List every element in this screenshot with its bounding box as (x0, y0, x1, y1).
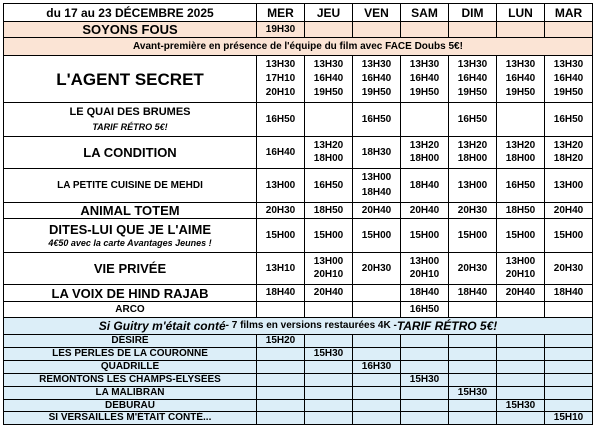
showtime-cell (304, 136, 353, 169)
showtime-cell (400, 102, 449, 137)
showtime-cell (544, 21, 593, 38)
film-title-cell (3, 252, 257, 285)
retro-banner (3, 317, 593, 335)
retro-banner-title: Si Guitry m'était conté (98, 319, 226, 333)
retro-showtime-cell (400, 386, 449, 400)
retro-showtime-cell (496, 386, 545, 400)
retro-showtime-cell (352, 360, 401, 374)
retro-showtime-cell (544, 386, 593, 400)
showtime: 15H30 (505, 399, 536, 411)
showtime: 16H50 (313, 179, 344, 191)
avant-premiere-banner (3, 37, 593, 56)
showtime: 16H40 (409, 73, 440, 84)
showtime-cell (256, 21, 305, 38)
showtime: 20H30 (457, 262, 488, 274)
retro-showtime-cell (544, 334, 593, 348)
day-header-ven (352, 3, 401, 22)
showtime-cell (352, 301, 401, 318)
showtime: 17H10 (265, 73, 296, 84)
film-title-cell (3, 21, 257, 38)
showtime: 18H00 (457, 153, 488, 165)
showtime-cell (400, 202, 449, 219)
showtime: 18H00 (505, 153, 536, 165)
retro-showtime-cell (256, 411, 305, 425)
retro-showtime-cell (400, 347, 449, 361)
showtime: 20H40 (505, 287, 536, 298)
showtime-cell (304, 218, 353, 253)
retro-showtime-cell (304, 347, 353, 361)
retro-showtime-cell (304, 334, 353, 348)
showtime-cell (448, 168, 497, 203)
film-title: LA PETITE CUISINE DE MEHDI (57, 179, 203, 191)
showtime: 15H00 (409, 229, 440, 241)
showtime-cell (496, 136, 545, 169)
retro-showtime-cell (352, 373, 401, 387)
retro-showtime-cell (544, 347, 593, 361)
showtime: 18H50 (313, 204, 344, 216)
showtime-cell (544, 202, 593, 219)
retro-showtime-cell (448, 334, 497, 348)
showtime: 20H30 (457, 204, 488, 216)
showtime: 15H00 (553, 229, 584, 241)
showtime-cell (400, 218, 449, 253)
showtime-cell (496, 21, 545, 38)
showtime: 15H00 (505, 229, 536, 241)
retro-film-title-cell (3, 373, 257, 387)
showtime: 13H30 (313, 59, 344, 70)
showtime: 16H50 (457, 113, 488, 125)
retro-showtime-cell (256, 386, 305, 400)
retro-showtime-cell (256, 373, 305, 387)
showtime: 19H50 (361, 87, 392, 98)
showtime: 13H00 (361, 172, 392, 184)
film-title: L'AGENT SECRET (56, 69, 204, 89)
showtime-cell (352, 218, 401, 253)
day-label: SAM (411, 5, 438, 20)
retro-showtime-cell (400, 360, 449, 374)
showtime-cell (544, 55, 593, 103)
retro-film-title: DÉSIRÉ (111, 335, 149, 346)
day-header-mer (256, 3, 305, 22)
retro-film-title: REMONTONS LES CHAMPS-ELYSÉES (39, 374, 221, 385)
showtime: 15H00 (313, 229, 344, 241)
retro-showtime-cell (496, 334, 545, 348)
day-label: VEN (364, 5, 389, 20)
retro-film-title: LA MALIBRAN (95, 387, 165, 398)
day-label: MER (267, 5, 294, 20)
showtime-cell (496, 168, 545, 203)
showtime: 20H10 (265, 87, 296, 98)
showtime-cell (496, 102, 545, 137)
retro-showtime-cell (256, 360, 305, 374)
showtime: 13H10 (265, 262, 296, 274)
showtime: 13H00 (505, 255, 536, 267)
showtime: 19H30 (265, 23, 296, 35)
showtime: 16H50 (409, 303, 440, 315)
retro-showtime-cell (352, 334, 401, 348)
retro-film-title: SI VERSAILLES M'ÉTAIT CONTÉ... (48, 412, 212, 423)
film-title-cell (3, 202, 257, 219)
showtime: 18H40 (265, 287, 296, 298)
showtime: 20H10 (409, 269, 440, 281)
film-title: SOYONS FOUS (82, 22, 178, 37)
showtime: 13H00 (313, 255, 344, 267)
retro-showtime-cell (256, 334, 305, 348)
showtime: 13H20 (409, 139, 440, 151)
retro-showtime-cell (304, 360, 353, 374)
showtime: 16H50 (265, 113, 296, 125)
showtime-cell (400, 168, 449, 203)
showtime: 13H30 (409, 59, 440, 70)
retro-film-title-cell (3, 334, 257, 348)
showtime-cell (544, 102, 593, 137)
retro-film-title-cell (3, 386, 257, 400)
showtime-cell (448, 21, 497, 38)
showtime-cell (400, 136, 449, 169)
day-label: MAR (554, 5, 583, 20)
retro-film-title-cell (3, 360, 257, 374)
showtime: 20H40 (409, 204, 440, 216)
showtime: 18H00 (313, 153, 344, 165)
film-title-cell (3, 136, 257, 169)
showtime-cell (304, 102, 353, 137)
film-title-cell (3, 301, 257, 318)
showtime-cell (352, 284, 401, 302)
showtime: 20H10 (313, 269, 344, 281)
showtime: 13H20 (505, 139, 536, 151)
showtime-cell (496, 202, 545, 219)
retro-film-title: LES PERLES DE LA COURONNE (52, 348, 208, 359)
showtime-cell (304, 168, 353, 203)
retro-film-title-cell (3, 347, 257, 361)
showtime-cell (304, 301, 353, 318)
showtime-cell (448, 301, 497, 318)
showtime-cell (544, 136, 593, 169)
showtime-cell (544, 168, 593, 203)
showtime: 20H30 (361, 262, 392, 274)
retro-showtime-cell (448, 360, 497, 374)
showtime: 15H00 (265, 229, 296, 241)
showtime-cell (304, 21, 353, 38)
showtime: 19H50 (313, 87, 344, 98)
film-title: LE QUAI DES BRUMES (69, 106, 191, 119)
showtime: 16H50 (505, 179, 536, 191)
retro-showtime-cell (304, 386, 353, 400)
showtime-cell (256, 252, 305, 285)
showtime: 20H10 (505, 269, 536, 281)
retro-showtime-cell (352, 386, 401, 400)
showtime: 18H20 (553, 153, 584, 165)
showtime-cell (256, 168, 305, 203)
retro-showtime-cell (400, 334, 449, 348)
showtime: 15H30 (409, 374, 440, 385)
showtime: 13H00 (553, 179, 584, 191)
retro-film-title: QUADRILLE (100, 361, 160, 372)
showtime-cell (256, 102, 305, 137)
showtime-cell (544, 252, 593, 285)
showtime: 20H40 (361, 204, 392, 216)
retro-banner-text: - 7 films en versions restaurées 4K - (225, 320, 397, 331)
retro-showtime-cell (400, 411, 449, 425)
showtime: 18H00 (409, 153, 440, 165)
showtime-cell (496, 218, 545, 253)
showtime: 18H30 (361, 146, 392, 158)
showtime-cell (448, 102, 497, 137)
film-note: 4€50 avec la carte Avantages Jeunes ! (48, 238, 212, 249)
retro-film-title-cell (3, 411, 257, 425)
showtime: 18H40 (361, 186, 392, 198)
showtime: 13H00 (265, 179, 296, 191)
showtime-cell (256, 202, 305, 219)
retro-showtime-cell (544, 411, 593, 425)
showtime: 19H50 (553, 87, 584, 98)
showtime: 13H30 (361, 59, 392, 70)
retro-showtime-cell (496, 373, 545, 387)
showtime: 13H20 (457, 139, 488, 151)
showtime-cell (400, 284, 449, 302)
day-header-lun (496, 3, 545, 22)
showtime-cell (352, 55, 401, 103)
retro-film-title: DEBURAU (105, 399, 155, 411)
film-title-cell (3, 284, 257, 302)
film-title: VIE PRIVÉE (93, 261, 167, 276)
showtime-cell (400, 252, 449, 285)
date-range: du 17 au 23 DÉCEMBRE 2025 (46, 5, 214, 20)
retro-showtime-cell (352, 411, 401, 425)
showtime-cell (256, 55, 305, 103)
retro-showtime-cell (448, 347, 497, 361)
showtime: 13H30 (457, 59, 488, 70)
showtime: 18H40 (409, 287, 440, 298)
showtime: 15H00 (361, 229, 392, 241)
showtime-cell (496, 284, 545, 302)
showtime-cell (496, 301, 545, 318)
showtime-cell (448, 252, 497, 285)
showtime: 13H00 (409, 255, 440, 267)
film-note: TARIF RÉTRO 5€! (92, 121, 168, 132)
avant-premiere-text: Avant-première en présence de l'équipe du film avec FACE Doubs 5€! (133, 40, 463, 52)
showtime: 20H40 (553, 204, 584, 216)
showtime-cell (256, 301, 305, 318)
retro-showtime-cell (448, 373, 497, 387)
showtime-cell (544, 301, 593, 318)
showtime: 15H20 (265, 335, 296, 346)
showtime-cell (448, 202, 497, 219)
showtime: 16H40 (361, 73, 392, 84)
film-title: DITES-LUI QUE JE L'AIME (49, 221, 211, 237)
retro-showtime-cell (496, 347, 545, 361)
day-header-dim (448, 3, 497, 22)
retro-showtime-cell (352, 347, 401, 361)
showtime-cell (400, 301, 449, 318)
film-title-cell (3, 168, 257, 203)
showtime-cell (352, 202, 401, 219)
showtime-cell (400, 21, 449, 38)
showtime: 18H40 (553, 287, 584, 298)
day-header-jeu (304, 3, 353, 22)
showtime-cell (304, 284, 353, 302)
showtime-cell (256, 136, 305, 169)
showtime-cell (448, 136, 497, 169)
retro-banner-price: TARIF RÉTRO 5€! (396, 319, 498, 333)
showtime: 19H50 (409, 87, 440, 98)
showtime: 18H40 (409, 179, 440, 191)
showtime-cell (304, 202, 353, 219)
showtime-cell (544, 218, 593, 253)
showtime: 16H40 (457, 73, 488, 84)
showtime-cell (544, 284, 593, 302)
film-title: ARCO (115, 303, 145, 315)
showtime-cell (352, 21, 401, 38)
retro-showtime-cell (304, 373, 353, 387)
showtime: 19H50 (457, 87, 488, 98)
showtime: 15H10 (553, 412, 584, 423)
retro-showtime-cell (304, 411, 353, 425)
retro-showtime-cell (544, 360, 593, 374)
showtime-cell (448, 284, 497, 302)
retro-showtime-cell (448, 411, 497, 425)
film-title: LA CONDITION (83, 145, 177, 160)
showtime-cell (304, 252, 353, 285)
showtime: 13H30 (265, 59, 296, 70)
showtime-cell (352, 168, 401, 203)
showtime-cell (400, 55, 449, 103)
showtime: 20H30 (553, 262, 584, 274)
showtime-cell (448, 218, 497, 253)
showtime: 13H20 (553, 139, 584, 151)
day-header-mar (544, 3, 593, 22)
film-title: LA VOIX DE HIND RAJAB (51, 285, 209, 301)
showtime: 15H30 (313, 348, 344, 359)
film-title: ANIMAL TOTEM (80, 203, 180, 218)
retro-showtime-cell (496, 411, 545, 425)
showtime: 16H40 (553, 73, 584, 84)
showtime-cell (352, 102, 401, 137)
date-range-header (3, 3, 257, 22)
retro-showtime-cell (544, 373, 593, 387)
showtime: 15H30 (457, 387, 488, 398)
retro-showtime-cell (448, 386, 497, 400)
showtime-cell (496, 252, 545, 285)
showtime: 13H00 (457, 179, 488, 191)
showtime: 18H40 (457, 287, 488, 298)
showtime: 18H50 (505, 204, 536, 216)
showtime-cell (352, 136, 401, 169)
showtime: 16H50 (361, 113, 392, 125)
showtime: 20H40 (313, 287, 344, 298)
showtime-cell (256, 218, 305, 253)
showtime-cell (448, 55, 497, 103)
day-label: JEU (316, 5, 341, 20)
showtime: 13H30 (505, 59, 536, 70)
day-label: LUN (508, 5, 533, 20)
showtime: 16H50 (553, 113, 584, 125)
retro-showtime-cell (496, 360, 545, 374)
showtime: 16H40 (505, 73, 536, 84)
film-title-cell (3, 102, 257, 137)
showtime: 13H30 (553, 59, 584, 70)
retro-showtime-cell (400, 373, 449, 387)
film-title-cell (3, 55, 257, 103)
showtime: 13H20 (313, 139, 344, 151)
showtime: 15H00 (457, 229, 488, 241)
showtime: 16H40 (313, 73, 344, 84)
showtime: 20H30 (265, 204, 296, 216)
film-title-cell (3, 218, 257, 253)
retro-showtime-cell (256, 347, 305, 361)
day-label: DIM (461, 5, 484, 20)
showtime: 16H40 (265, 146, 296, 158)
showtime-cell (496, 55, 545, 103)
showtime: 19H50 (505, 87, 536, 98)
showtime: 16H30 (361, 361, 392, 372)
day-header-sam (400, 3, 449, 22)
showtime-cell (256, 284, 305, 302)
showtime-cell (304, 55, 353, 103)
showtime-cell (352, 252, 401, 285)
